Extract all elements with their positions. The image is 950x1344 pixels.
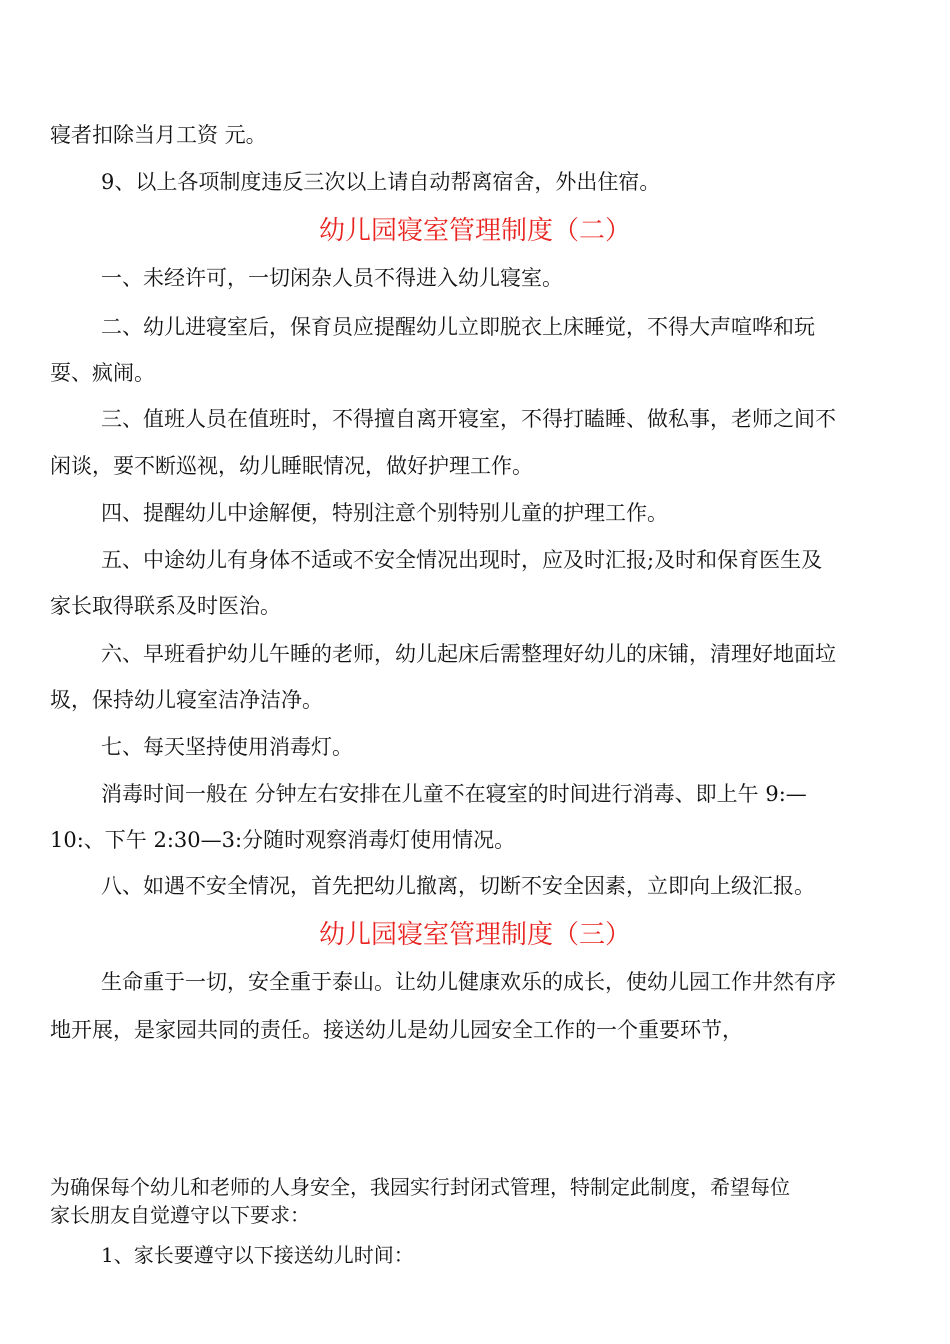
rule-item-6-cont: 圾，保持幼儿寝室洁净洁净。 (50, 688, 323, 712)
intro-paragraph-cont: 地开展，是家园共同的责任。接送幼儿是幼儿园安全工作的一个重要环节， (50, 1018, 743, 1042)
policy-item-1: 1、家长要遵守以下接送幼儿时间： (101, 1243, 414, 1267)
rule-item-5-cont: 家长取得联系及时医治。 (50, 594, 281, 618)
section-heading-3: 幼儿园寝室管理制度（三） (318, 920, 631, 950)
disinfection-note: 消毒时间一般在 分钟左右安排在儿童不在寝室的时间进行消毒、即上午 9:— (101, 782, 807, 806)
text-line: 寝者扣除当月工资 元。 (50, 123, 267, 147)
disinfection-note-cont: 10:、下午 2:30—3:分随时观察消毒灯使用情况。 (50, 828, 516, 852)
rule-item-4: 四、提醒幼儿中途解便，特别注意个别特别儿童的护理工作。 (101, 501, 668, 525)
rule-item-5: 五、中途幼儿有身体不适或不安全情况出现时，应及时汇报;及时和保育医生及 (101, 548, 823, 572)
rule-item-2-cont: 耍、疯闹。 (50, 361, 155, 385)
rule-item-1: 一、未经许可，一切闲杂人员不得进入幼儿寝室。 (101, 266, 563, 290)
rule-item-9: 9、以上各项制度违反三次以上请自动帮离宿舍，外出住宿。 (101, 170, 661, 194)
rule-item-2: 二、幼儿进寝室后，保育员应提醒幼儿立即脱衣上床睡觉，不得大声喧哗和玩 (101, 315, 815, 339)
intro-paragraph: 生命重于一切，安全重于泰山。让幼儿健康欢乐的成长，使幼儿园工作井然有序 (101, 970, 836, 994)
rule-item-3: 三、值班人员在值班时，不得擅自离开寝室，不得打瞌睡、做私事，老师之间不 (101, 407, 836, 431)
policy-paragraph-cont: 家长朋友自觉遵守以下要求： (50, 1203, 310, 1227)
rule-item-3-cont: 闲谈，要不断巡视，幼儿睡眠情况，做好护理工作。 (50, 454, 533, 478)
rule-item-8: 八、如遇不安全情况，首先把幼儿撤离，切断不安全因素，立即向上级汇报。 (101, 874, 815, 898)
rule-item-7: 七、每天坚持使用消毒灯。 (101, 735, 353, 759)
section-heading-2: 幼儿园寝室管理制度（二） (318, 216, 631, 246)
policy-paragraph: 为确保每个幼儿和老师的人身安全，我园实行封闭式管理，特制定此制度，希望每位 (50, 1175, 790, 1199)
rule-item-6: 六、早班看护幼儿午睡的老师，幼儿起床后需整理好幼儿的床铺，清理好地面垃 (101, 642, 836, 666)
